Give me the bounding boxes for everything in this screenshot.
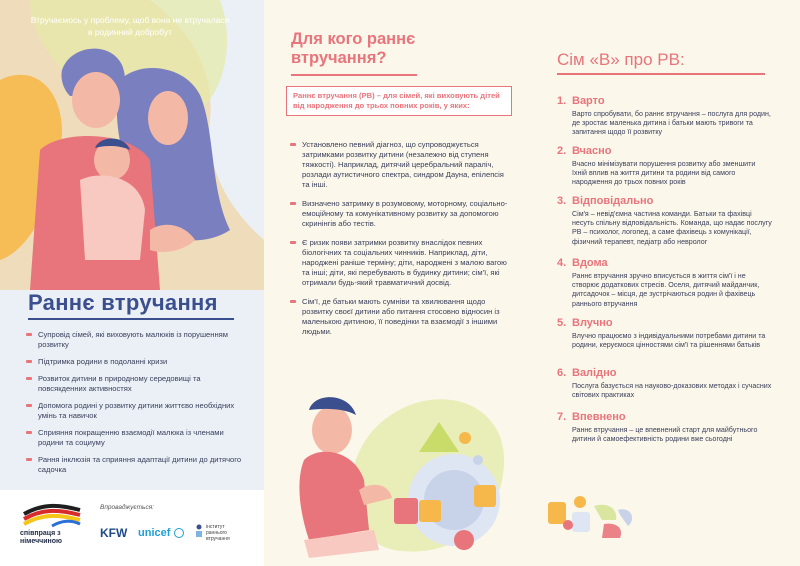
bullet-icon (26, 377, 32, 380)
bullet-icon (290, 143, 296, 146)
principle-number: 7. (557, 411, 567, 423)
institute-logo-icon (194, 524, 204, 538)
child-playing-illustration (264, 380, 532, 566)
kfw-logo: KFW (100, 526, 128, 540)
partner-text: співпраця з німеччиною (20, 530, 62, 545)
family-illustration (0, 0, 264, 290)
middle-title: Для кого раннє втручання? (291, 30, 416, 67)
criteria-list (286, 140, 512, 346)
bullet-icon (26, 431, 32, 434)
principle-number: 4. (557, 257, 567, 269)
principle-heading: Варто (572, 95, 605, 107)
intro-box: Раннє втручання (РВ) – для сімей, які виховують дітей від народження до трьох повних років, у яких: (286, 86, 512, 116)
list-item: Супровід сімей, які виховують малюків із порушенням розвитку (26, 330, 246, 350)
unicef-globe-icon (174, 528, 184, 538)
institute-logo-text: інститут раннього втручання (206, 524, 230, 542)
seven-v-title-underline (557, 73, 765, 75)
principle-heading: Влучно (572, 317, 613, 329)
list-item: Сім'ї, де батьки мають сумніви та хвилювання щодо розвитку своєї дитини або питання стосовно відносин із маленькою дитиною, її поведінки та взаємодії з іншими людьми. (286, 297, 512, 337)
bullet-icon (26, 333, 32, 336)
principle-item (557, 410, 772, 444)
principle-number: 3. (557, 195, 567, 207)
principle-number: 5. (557, 317, 567, 329)
list-item: Є ризик появи затримки розвитку внаслідок певних біологічних та соціальних чинників. Наприклад, діти, народжені раніше терміну; діти, народжені з малою вагою та інші; діти, які перебувають в будинку дитини; сім'ї, які отримали будь-який травматичний досвід. (286, 238, 512, 288)
list-item: Визначено затримку в розумовому, моторному, соціально-емоційному та комунікативному розвитку за допомогою скринінгів або тестів. (286, 199, 512, 229)
quote-text: Втручаємось у проблему, щоб вона не втручалася в родинний добробут (30, 15, 230, 37)
middle-panel (264, 0, 532, 566)
list-item: Підтримка родини в подоланні кризи (26, 357, 246, 367)
blocks-illustration (532, 480, 800, 566)
bullet-icon (26, 458, 32, 461)
principle-number: 1. (557, 95, 567, 107)
principle-text: Варто спробувати, бо раннє втручання – послуга для родин, де зростає маленька дитина і батьки мають тривоги та запитання щодо її розвитку (572, 110, 771, 137)
implemented-label: Впроваджується: (100, 504, 154, 511)
principle-item (557, 144, 772, 188)
list-item: Сприяння покращенню взаємодії малюка із членами родини та социуму (26, 428, 246, 448)
footer-logos (0, 490, 264, 566)
title-underline (28, 318, 234, 320)
services-list (26, 330, 246, 482)
principle-text: Влучно працюємо з індивідуальними потребами дитини та родини, керуємося цінностями сім'ї та рішеннями батьків (572, 332, 766, 350)
principle-text: Послуга базується на науково-доказових методах і сучасних світових практиках (572, 382, 772, 400)
bullet-icon (26, 404, 32, 407)
principle-text: Раннє втручання – це впевнений старт для майбутнього дитини й самоефективність родини вже сьогодні (572, 426, 758, 444)
principle-item (557, 94, 772, 138)
principle-number: 6. (557, 367, 567, 379)
principle-heading: Вчасно (572, 145, 612, 157)
list-item: Рання інклюзія та сприяння адаптації дитини до дитячого садочка (26, 455, 246, 475)
principle-number: 2. (557, 145, 567, 157)
page-title: Раннє втручання (28, 290, 218, 315)
seven-v-title: Сім «В» про РВ: (557, 50, 685, 69)
principle-item (557, 316, 772, 350)
principle-text: Вчасно мінімізувати порушення розвитку або зменшити їхній вплив на життя дитини та родини від самого народження до трьох повних років (572, 160, 756, 187)
principle-item (557, 366, 772, 400)
bullet-icon (26, 360, 32, 363)
right-panel (532, 0, 800, 566)
principle-item (557, 256, 772, 309)
bullet-icon (290, 300, 296, 303)
principle-text: Сім'я – невід'ємна частина команди. Батьки та фахівці несуть спільну відповідальність. Команда, що надає послугу РВ – психолог, логопед, а саме фахівець з комунікації, фізичний терапевт, педіатр або невролог (572, 210, 772, 246)
principle-item (557, 194, 772, 247)
list-item: Допомога родині у розвитку дитини життєво необхідних умінь та навичок (26, 401, 246, 421)
list-item: Розвиток дитини в природному середовищі та повсякденних активностях (26, 374, 246, 394)
unicef-logo: unicef (138, 527, 171, 539)
bullet-icon (290, 241, 296, 244)
left-panel (0, 0, 264, 566)
bullet-icon (290, 202, 296, 205)
principle-heading: Валідно (572, 367, 617, 379)
list-item: Установлено певний діагноз, що супроводжується затримками розвитку дитини (незалежно від ступеня тяжкості). Наприклад, дитячий церебральний параліч, розлади аутистичного спектра, синдром Дауна, епілепсія та інші. (286, 140, 512, 190)
principle-text: Раннє втручання зручно вписується в життя сім'ї і не створює додаткових стресів. Оселя, дитячий майданчик, дитсадочок – місця, де зустрічаються родин й фахівець раннього втручання (572, 272, 760, 308)
middle-title-underline (291, 74, 417, 76)
principle-heading: Вдома (572, 257, 608, 269)
principle-heading: Відповідально (572, 195, 654, 207)
principle-heading: Впевнено (572, 411, 626, 423)
